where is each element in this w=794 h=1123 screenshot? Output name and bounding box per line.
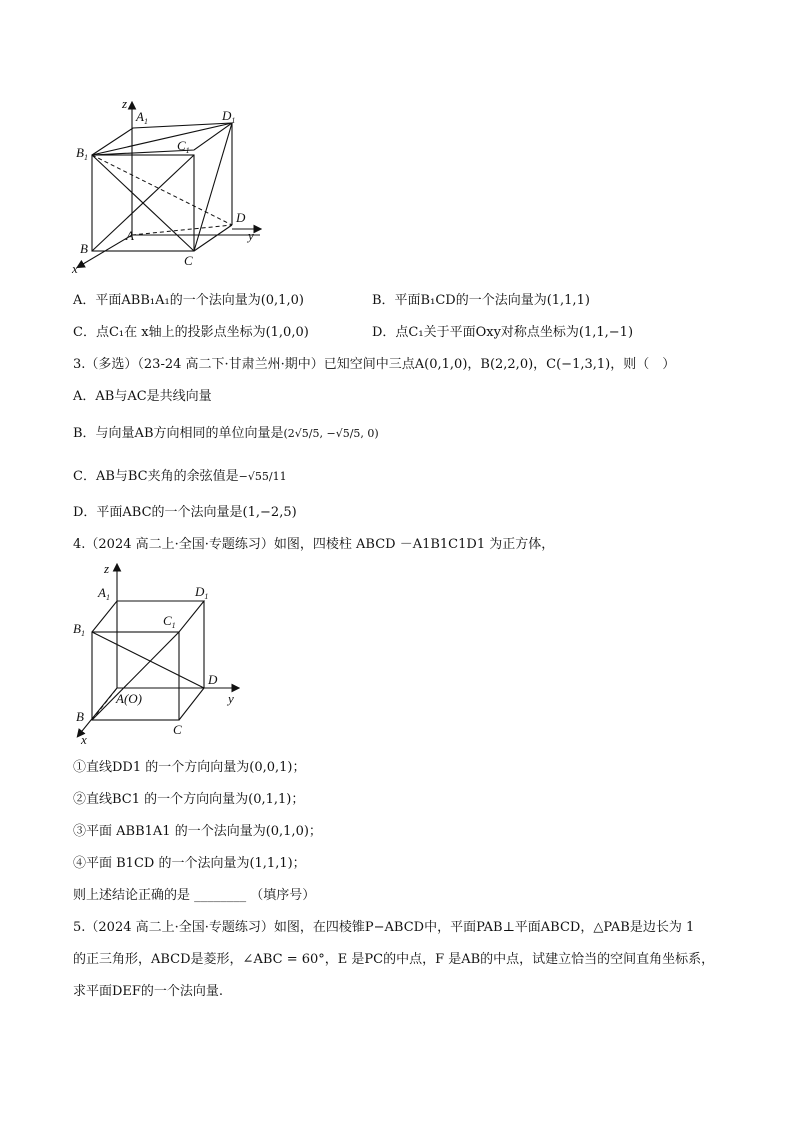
label2-D: D <box>208 672 218 687</box>
label-C: C <box>184 253 193 268</box>
label2-A1: $A_1$ <box>98 585 110 602</box>
q5-line-3: 求平面DEF的一个法向量. <box>73 984 224 999</box>
label-B: B <box>80 241 88 256</box>
label-A: A <box>126 228 134 243</box>
label-C1: $C_1$ <box>177 138 190 155</box>
q3-option-b-value: (2√5/5, −√5/5, 0) <box>283 427 379 440</box>
label2-z: z <box>104 561 110 576</box>
label2-x: x <box>81 732 87 747</box>
label-D: D <box>236 210 246 225</box>
label2-B: B <box>76 709 84 724</box>
label-A1: $A_1$ <box>136 109 148 126</box>
q4-statement-3: ③平面 ABB1A1 的一个法向量为(0,1,0)； <box>73 824 322 839</box>
q2-option-d: D．点C₁关于平面Oxy对称点坐标为(1,1,−1) <box>372 325 634 340</box>
label-D1: $D_1$ <box>222 108 236 125</box>
figure-cube-1 <box>60 95 280 280</box>
q3-option-c-text: C．AB与BC夹角的余弦值是 <box>73 469 239 484</box>
label2-B1: $B_1$ <box>73 621 85 638</box>
q3-option-a: A．AB与AC是共线向量 <box>73 389 212 404</box>
q5-line-2: 的正三角形，ABCD是菱形，∠ABC = 60°，E 是PC的中点，F 是AB的中点，试建立恰当的空间直角坐标系， <box>73 952 715 967</box>
label-B1: $B_1$ <box>76 145 88 162</box>
q3-option-b-text: B．与向量AB方向相同的单位向量是 <box>73 426 284 441</box>
q4-question: 则上述结论正确的是 ________ （填序号） <box>73 888 316 903</box>
q3-option-c-value: −√55/11 <box>238 470 287 483</box>
label-z: z <box>122 96 128 111</box>
q4-statement-4: ④平面 B1CD 的一个法向量为(1,1,1)； <box>73 856 306 871</box>
label-x: x <box>72 261 78 276</box>
q3-option-d: D．平面ABC的一个法向量是(1,−2,5) <box>73 505 297 520</box>
q3-stem: 3.（多选）（23-24 高二下·甘肃兰州·期中）已知空间中三点A(0,1,0)，B(2,2,0)，C(−1,3,1)，则（ ） <box>73 357 676 372</box>
label-y: y <box>248 228 254 243</box>
label2-y: y <box>228 691 234 706</box>
q4-statement-2: ②直线BC1 的一个方向向量为(0,1,1)； <box>73 792 305 807</box>
q2-option-a: A．平面ABB₁A₁的一个法向量为(0,1,0) <box>73 293 304 308</box>
q4-statement-1: ①直线DD1 的一个方向向量为(0,0,1)； <box>73 760 306 775</box>
q3-option-b <box>73 424 379 444</box>
label2-D1: $D_1$ <box>195 584 209 601</box>
q2-option-c: C．点C₁在 x轴上的投影点坐标为(1,0,0) <box>73 325 309 340</box>
label2-C: C <box>173 722 182 737</box>
q3-option-c <box>73 467 287 487</box>
q5-line-1: 5.（2024 高二上·全国·专题练习）如图，在四棱锥P−ABCD中，平面PAB⊥平面ABCD，△PAB是边长为 1 <box>73 920 695 935</box>
q2-option-b: B．平面B₁CD的一个法向量为(1,1,1) <box>372 293 590 308</box>
label2-AO: A(O) <box>116 691 142 706</box>
label2-C1: $C_1$ <box>163 613 176 630</box>
q4-stem: 4.（2024 高二上·全国·专题练习）如图，四棱柱 ABCD －A1B1C1D1 为正方体， <box>73 537 555 552</box>
figure-cube-2 <box>60 560 260 750</box>
